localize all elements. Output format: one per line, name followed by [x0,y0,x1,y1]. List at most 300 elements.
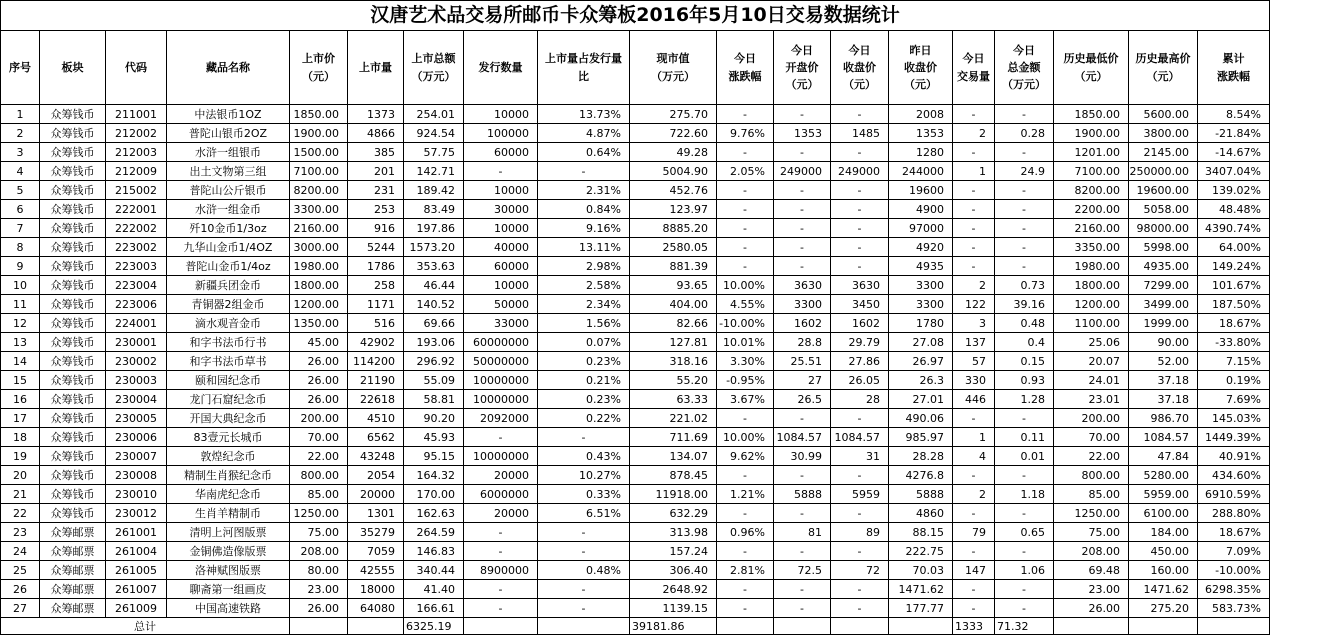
table-cell[interactable]: 916 [348,219,404,238]
table-cell[interactable]: - [953,542,995,561]
table-cell[interactable]: 2008 [889,105,953,124]
table-cell[interactable]: 10000 [464,219,538,238]
table-cell[interactable]: 28 [831,390,889,409]
table-cell[interactable]: 1084.57 [774,428,831,447]
table-cell[interactable]: 313.98 [630,523,717,542]
table-cell[interactable]: 79 [953,523,995,542]
table-cell[interactable]: 0.65 [995,523,1054,542]
table-cell[interactable]: 3 [1,143,40,162]
table-cell[interactable]: 212002 [106,124,167,143]
table-cell[interactable]: 1353 [774,124,831,143]
table-cell[interactable]: 223004 [106,276,167,295]
table-cell[interactable]: 27.01 [889,390,953,409]
table-cell[interactable]: 18000 [348,580,404,599]
table-cell[interactable]: 23.00 [1054,580,1129,599]
total-empty-cell[interactable] [774,618,831,635]
table-cell[interactable]: 1800.00 [1054,276,1129,295]
table-cell[interactable]: 187.50% [1198,295,1270,314]
table-cell[interactable]: 85.00 [290,485,348,504]
column-header[interactable] [630,31,717,105]
column-header[interactable] [1054,31,1129,105]
table-cell[interactable]: 1471.62 [1129,580,1198,599]
table-cell[interactable]: 24 [1,542,40,561]
table-cell[interactable]: 985.97 [889,428,953,447]
table-cell[interactable]: 众筹钱币 [40,295,106,314]
table-cell[interactable]: 40.91% [1198,447,1270,466]
table-cell[interactable]: 261004 [106,542,167,561]
table-cell[interactable]: 3000.00 [290,238,348,257]
column-header[interactable] [889,31,953,105]
table-cell[interactable]: 和字书法币行书 [167,333,290,352]
table-cell[interactable]: 4 [953,447,995,466]
table-cell[interactable]: 23.00 [290,580,348,599]
table-cell[interactable]: 33000 [464,314,538,333]
table-cell[interactable]: 8885.20 [630,219,717,238]
table-cell[interactable]: 404.00 [630,295,717,314]
column-header[interactable] [348,31,404,105]
table-cell[interactable]: 0.33% [538,485,630,504]
table-cell[interactable]: 230001 [106,333,167,352]
table-cell[interactable]: - [717,599,774,618]
table-cell[interactable]: 2.05% [717,162,774,181]
table-cell[interactable]: 0.23% [538,390,630,409]
table-cell[interactable]: 敦煌纪念币 [167,447,290,466]
column-header[interactable] [167,31,290,105]
table-cell[interactable]: 5998.00 [1129,238,1198,257]
total-volume[interactable]: 1333 [953,618,995,635]
table-cell[interactable]: 10.01% [717,333,774,352]
table-cell[interactable]: 90.00 [1129,333,1198,352]
table-cell[interactable]: 27 [774,371,831,390]
table-cell[interactable]: 924.54 [404,124,464,143]
table-cell[interactable]: 10 [1,276,40,295]
table-cell[interactable]: 众筹钱币 [40,124,106,143]
table-cell[interactable]: 1250.00 [290,504,348,523]
table-cell[interactable]: 353.63 [404,257,464,276]
table-cell[interactable]: 18 [1,428,40,447]
column-header[interactable] [290,31,348,105]
table-cell[interactable]: 26.3 [889,371,953,390]
table-cell[interactable]: 58.81 [404,390,464,409]
table-cell[interactable]: - [953,466,995,485]
table-cell[interactable]: - [831,219,889,238]
table-cell[interactable]: 1786 [348,257,404,276]
table-cell[interactable]: 46.44 [404,276,464,295]
table-cell[interactable]: 众筹钱币 [40,143,106,162]
table-cell[interactable]: - [538,542,630,561]
table-cell[interactable]: 22.00 [290,447,348,466]
table-cell[interactable]: 160.00 [1129,561,1198,580]
table-cell[interactable]: 275.70 [630,105,717,124]
table-cell[interactable]: 2 [1,124,40,143]
table-cell[interactable]: - [831,504,889,523]
table-cell[interactable]: 26.5 [774,390,831,409]
table-cell[interactable]: 0.64% [538,143,630,162]
table-cell[interactable]: 50000000 [464,352,538,371]
table-cell[interactable]: 37.18 [1129,371,1198,390]
table-cell[interactable]: 60000 [464,257,538,276]
table-cell[interactable]: 5004.90 [630,162,717,181]
table-cell[interactable]: 金铜佛造像版票 [167,542,290,561]
table-cell[interactable]: 9.62% [717,447,774,466]
table-cell[interactable]: - [995,580,1054,599]
table-cell[interactable]: 1980.00 [290,257,348,276]
table-cell[interactable]: 81 [774,523,831,542]
table-cell[interactable]: 7100.00 [290,162,348,181]
table-cell[interactable]: 64.00% [1198,238,1270,257]
table-cell[interactable]: 龙门石窟纪念币 [167,390,290,409]
table-cell[interactable]: 22 [1,504,40,523]
table-cell[interactable]: 众筹钱币 [40,238,106,257]
table-cell[interactable]: 157.24 [630,542,717,561]
table-cell[interactable]: - [953,409,995,428]
table-cell[interactable]: 1980.00 [1054,257,1129,276]
table-cell[interactable]: 258 [348,276,404,295]
table-cell[interactable]: 17 [1,409,40,428]
table-cell[interactable]: -14.67% [1198,143,1270,162]
table-cell[interactable]: 42555 [348,561,404,580]
table-cell[interactable]: 31 [831,447,889,466]
table-cell[interactable]: 10000000 [464,371,538,390]
table-cell[interactable]: 83.49 [404,200,464,219]
table-cell[interactable]: 19 [1,447,40,466]
table-cell[interactable]: - [774,105,831,124]
table-cell[interactable]: 10000000 [464,447,538,466]
table-cell[interactable]: - [717,238,774,257]
table-cell[interactable]: 632.29 [630,504,717,523]
table-cell[interactable]: - [464,580,538,599]
table-cell[interactable]: 9.76% [717,124,774,143]
table-cell[interactable]: 3300.00 [290,200,348,219]
table-cell[interactable]: 1602 [831,314,889,333]
table-cell[interactable]: 1200.00 [1054,295,1129,314]
table-cell[interactable]: 223002 [106,238,167,257]
table-cell[interactable]: 722.60 [630,124,717,143]
table-cell[interactable]: 歼10金币1/3oz [167,219,290,238]
table-cell[interactable]: 26.00 [1054,599,1129,618]
table-cell[interactable]: 123.97 [630,200,717,219]
table-cell[interactable]: 261005 [106,561,167,580]
table-cell[interactable]: 7059 [348,542,404,561]
table-cell[interactable]: 众筹钱币 [40,504,106,523]
table-cell[interactable]: 40000 [464,238,538,257]
table-cell[interactable]: - [995,219,1054,238]
table-cell[interactable]: 0.22% [538,409,630,428]
table-cell[interactable]: - [464,428,538,447]
table-cell[interactable]: 446 [953,390,995,409]
table-cell[interactable]: 13.73% [538,105,630,124]
table-cell[interactable]: 1353 [889,124,953,143]
table-cell[interactable]: 189.42 [404,181,464,200]
table-cell[interactable]: 2160.00 [290,219,348,238]
table-cell[interactable]: 261001 [106,523,167,542]
table-cell[interactable]: 8 [1,238,40,257]
table-cell[interactable]: 10.27% [538,466,630,485]
table-cell[interactable]: - [464,523,538,542]
total-empty-cell[interactable] [1054,618,1129,635]
table-cell[interactable]: 5058.00 [1129,200,1198,219]
table-cell[interactable]: 众筹钱币 [40,333,106,352]
table-cell[interactable]: 57.75 [404,143,464,162]
table-cell[interactable]: 1084.57 [831,428,889,447]
table-cell[interactable]: 26.00 [290,599,348,618]
table-cell[interactable]: 众筹钱币 [40,485,106,504]
table-cell[interactable]: - [717,105,774,124]
table-cell[interactable]: 聊斋第一组画皮 [167,580,290,599]
total-empty-cell[interactable] [1129,618,1198,635]
table-cell[interactable]: 0.15 [995,352,1054,371]
table-cell[interactable]: 水浒一组金币 [167,200,290,219]
table-cell[interactable]: - [831,580,889,599]
table-cell[interactable]: 2 [953,276,995,295]
table-cell[interactable]: 1850.00 [290,105,348,124]
table-cell[interactable]: 1780 [889,314,953,333]
table-cell[interactable]: 224001 [106,314,167,333]
table-cell[interactable]: 27.86 [831,352,889,371]
table-cell[interactable]: 18.67% [1198,523,1270,542]
table-cell[interactable]: - [774,542,831,561]
table-cell[interactable]: 洛神赋图版票 [167,561,290,580]
table-cell[interactable]: 385 [348,143,404,162]
table-cell[interactable]: 230005 [106,409,167,428]
table-cell[interactable]: 11918.00 [630,485,717,504]
table-cell[interactable]: 82.66 [630,314,717,333]
table-cell[interactable]: 中国高速铁路 [167,599,290,618]
table-cell[interactable]: 众筹钱币 [40,219,106,238]
table-cell[interactable]: - [995,143,1054,162]
table-cell[interactable]: 200.00 [1054,409,1129,428]
column-header[interactable] [404,31,464,105]
table-cell[interactable]: 0.21% [538,371,630,390]
table-cell[interactable]: - [953,238,995,257]
table-cell[interactable]: -0.95% [717,371,774,390]
table-cell[interactable]: 0.48 [995,314,1054,333]
table-cell[interactable]: 35279 [348,523,404,542]
table-cell[interactable]: -10.00% [717,314,774,333]
table-cell[interactable]: 2145.00 [1129,143,1198,162]
table-cell[interactable]: 24.9 [995,162,1054,181]
table-cell[interactable]: - [831,257,889,276]
table-cell[interactable]: 70.00 [290,428,348,447]
table-cell[interactable]: 50000 [464,295,538,314]
table-cell[interactable]: 330 [953,371,995,390]
table-cell[interactable]: 普陀山银币2OZ [167,124,290,143]
table-cell[interactable]: 583.73% [1198,599,1270,618]
table-cell[interactable]: 296.92 [404,352,464,371]
table-cell[interactable]: 18.67% [1198,314,1270,333]
table-cell[interactable]: 215002 [106,181,167,200]
table-cell[interactable]: 1201.00 [1054,143,1129,162]
table-cell[interactable]: 221.02 [630,409,717,428]
table-cell[interactable]: 10000000 [464,390,538,409]
table-cell[interactable]: 140.52 [404,295,464,314]
table-cell[interactable]: 7100.00 [1054,162,1129,181]
table-cell[interactable]: 11 [1,295,40,314]
table-cell[interactable]: 114200 [348,352,404,371]
table-cell[interactable]: 23.01 [1054,390,1129,409]
table-cell[interactable]: - [995,466,1054,485]
table-cell[interactable]: 212009 [106,162,167,181]
table-cell[interactable]: 75.00 [290,523,348,542]
table-cell[interactable]: 60000 [464,143,538,162]
table-cell[interactable]: 1602 [774,314,831,333]
table-cell[interactable]: - [831,143,889,162]
table-cell[interactable]: 26 [1,580,40,599]
table-cell[interactable]: 49.28 [630,143,717,162]
table-cell[interactable]: 72 [831,561,889,580]
table-cell[interactable]: 26.00 [290,390,348,409]
table-cell[interactable]: 10000 [464,181,538,200]
table-cell[interactable]: 20.07 [1054,352,1129,371]
table-cell[interactable]: 7.69% [1198,390,1270,409]
table-cell[interactable]: 0.96% [717,523,774,542]
table-cell[interactable]: 0.43% [538,447,630,466]
table-cell[interactable]: 97000 [889,219,953,238]
table-cell[interactable]: 3.67% [717,390,774,409]
table-cell[interactable]: 1471.62 [889,580,953,599]
table-cell[interactable]: 1999.00 [1129,314,1198,333]
table-cell[interactable]: 149.24% [1198,257,1270,276]
table-cell[interactable]: - [717,580,774,599]
table-cell[interactable]: 800.00 [290,466,348,485]
table-cell[interactable]: - [717,542,774,561]
table-cell[interactable]: 众筹钱币 [40,257,106,276]
table-cell[interactable]: 264.59 [404,523,464,542]
table-cell[interactable]: - [464,162,538,181]
table-cell[interactable]: 1800.00 [290,276,348,295]
table-cell[interactable]: 3300 [889,276,953,295]
table-cell[interactable]: - [953,200,995,219]
table-cell[interactable]: 211001 [106,105,167,124]
table-cell[interactable]: 10000 [464,105,538,124]
table-cell[interactable]: - [774,143,831,162]
table-cell[interactable]: 134.07 [630,447,717,466]
table-cell[interactable]: 0.28 [995,124,1054,143]
table-cell[interactable]: 普陀山公斤银币 [167,181,290,200]
table-cell[interactable]: 2 [953,124,995,143]
table-cell[interactable]: - [774,409,831,428]
table-cell[interactable]: - [774,238,831,257]
table-cell[interactable]: 230008 [106,466,167,485]
table-cell[interactable]: 4 [1,162,40,181]
table-cell[interactable]: 3 [953,314,995,333]
table-cell[interactable]: 93.65 [630,276,717,295]
table-cell[interactable]: - [538,599,630,618]
table-cell[interactable]: 4866 [348,124,404,143]
table-cell[interactable]: 12 [1,314,40,333]
column-header[interactable] [1,31,40,105]
table-cell[interactable]: 出土文物第三组 [167,162,290,181]
table-cell[interactable]: 2648.92 [630,580,717,599]
table-cell[interactable]: 九华山金币1/4OZ [167,238,290,257]
table-cell[interactable]: - [774,580,831,599]
table-cell[interactable]: - [538,580,630,599]
table-cell[interactable]: - [717,257,774,276]
table-cell[interactable]: 清明上河图版票 [167,523,290,542]
table-cell[interactable]: 55.09 [404,371,464,390]
table-cell[interactable]: 261007 [106,580,167,599]
column-header[interactable] [40,31,106,105]
table-cell[interactable]: 1900.00 [1054,124,1129,143]
table-cell[interactable]: - [717,409,774,428]
table-cell[interactable]: 6.51% [538,504,630,523]
table-cell[interactable]: 5888 [889,485,953,504]
table-cell[interactable]: 200.00 [290,409,348,428]
table-cell[interactable]: 25 [1,561,40,580]
column-header[interactable] [831,31,889,105]
table-cell[interactable]: 1171 [348,295,404,314]
table-cell[interactable]: 4935.00 [1129,257,1198,276]
table-cell[interactable]: 众筹邮票 [40,561,106,580]
table-cell[interactable]: 1 [953,162,995,181]
table-cell[interactable]: 众筹邮票 [40,599,106,618]
table-cell[interactable]: 6562 [348,428,404,447]
table-cell[interactable]: 1280 [889,143,953,162]
total-label[interactable]: 总计 [1,618,290,635]
table-cell[interactable]: 27.08 [889,333,953,352]
table-cell[interactable]: 7.09% [1198,542,1270,561]
table-cell[interactable]: 颐和园纪念币 [167,371,290,390]
table-cell[interactable]: 230010 [106,485,167,504]
table-cell[interactable]: 42902 [348,333,404,352]
table-cell[interactable]: - [953,143,995,162]
table-cell[interactable]: 4.55% [717,295,774,314]
total-empty-cell[interactable] [290,618,348,635]
table-cell[interactable]: 5959.00 [1129,485,1198,504]
table-cell[interactable]: 177.77 [889,599,953,618]
table-cell[interactable]: - [774,257,831,276]
table-cell[interactable]: 230007 [106,447,167,466]
table-cell[interactable]: 众筹邮票 [40,542,106,561]
table-cell[interactable]: 6100.00 [1129,504,1198,523]
table-cell[interactable]: 212003 [106,143,167,162]
table-cell[interactable]: 1 [1,105,40,124]
table-cell[interactable]: 4390.74% [1198,219,1270,238]
table-cell[interactable]: 878.45 [630,466,717,485]
table-cell[interactable]: - [774,599,831,618]
table-cell[interactable]: 4860 [889,504,953,523]
table-cell[interactable]: - [717,181,774,200]
table-cell[interactable]: 0.19% [1198,371,1270,390]
table-cell[interactable]: - [774,219,831,238]
table-cell[interactable]: 60000000 [464,333,538,352]
table-cell[interactable]: 6 [1,200,40,219]
table-cell[interactable]: 230002 [106,352,167,371]
table-cell[interactable]: 69.66 [404,314,464,333]
table-cell[interactable]: - [831,200,889,219]
table-cell[interactable]: 72.5 [774,561,831,580]
table-cell[interactable]: - [953,257,995,276]
table-cell[interactable]: 4935 [889,257,953,276]
table-cell[interactable]: 14 [1,352,40,371]
table-cell[interactable]: 142.71 [404,162,464,181]
table-cell[interactable]: 127.81 [630,333,717,352]
table-cell[interactable]: 0.11 [995,428,1054,447]
table-cell[interactable]: 193.06 [404,333,464,352]
table-cell[interactable]: 众筹钱币 [40,447,106,466]
table-cell[interactable]: - [831,238,889,257]
table-cell[interactable]: 1500.00 [290,143,348,162]
table-cell[interactable]: 和字书法币草书 [167,352,290,371]
table-cell[interactable]: 55.20 [630,371,717,390]
table-cell[interactable]: - [831,181,889,200]
table-cell[interactable]: 0.07% [538,333,630,352]
table-cell[interactable]: 青铜器2组金币 [167,295,290,314]
table-cell[interactable]: 2 [953,485,995,504]
table-cell[interactable]: 众筹钱币 [40,181,106,200]
table-cell[interactable]: 中法银币1OZ [167,105,290,124]
table-cell[interactable]: 7 [1,219,40,238]
